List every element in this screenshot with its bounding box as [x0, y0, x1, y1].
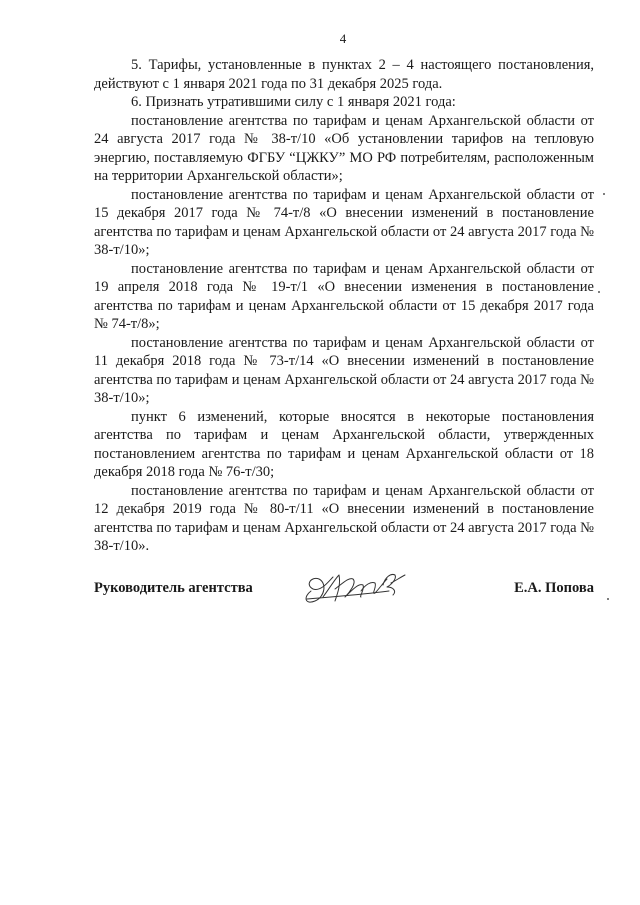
- signature-block: [94, 567, 594, 607]
- scan-speck: [603, 193, 605, 195]
- scan-speck: [607, 598, 609, 600]
- document-body: [94, 56, 594, 556]
- repealed-act-3: постановление агентства по тарифам и ценам Архангельской области от 19 апреля 2018 года № 19-т/1 «О внесении изменения в постановление агентства по тарифам и ценам Архангельской области от 15 декабря 2017 года № 74-т/8»;: [94, 260, 594, 332]
- signatory-title: Руководитель агентства: [94, 580, 253, 596]
- signatory-name: Е.А. Попова: [514, 580, 594, 596]
- repealed-act-5: пункт 6 изменений, которые вносятся в некоторые постановления агентства по тарифам и ценам Архангельской области, утвержденных постановлением агентства по тарифам и ценам Архангельской области от 18 декабря 2018 года № 76-т/30;: [94, 408, 594, 480]
- repealed-act-6: постановление агентства по тарифам и ценам Архангельской области от 12 декабря 2019 года № 80-т/11 «О внесении изменений в постановление агентства по тарифам и ценам Архангельской области от 24 августа 2017 года № 38-т/10».: [94, 482, 594, 554]
- repealed-act-4: постановление агентства по тарифам и ценам Архангельской области от 11 декабря 2018 года № 73-т/14 «О внесении изменений в постановление агентства по тарифам и ценам Архангельской области от 24 августа 2017 года № 38-т/10»;: [94, 334, 594, 406]
- scan-speck: [598, 291, 600, 293]
- handwritten-signature: [299, 567, 409, 609]
- repealed-act-1: постановление агентства по тарифам и ценам Архангельской области от 24 августа 2017 года № 38-т/10 «Об установлении тарифов на тепловую энергию, поставляемую ФГБУ “ЦЖКУ” МО РФ потребителям, расположенным на территории Архангельской области»;: [94, 112, 594, 184]
- page-number: 4: [339, 31, 347, 46]
- repealed-act-2: постановление агентства по тарифам и ценам Архангельской области от 15 декабря 2017 года № 74-т/8 «О внесении изменений в постановление агентства по тарифам и ценам Архангельской области от 24 августа 2017 года № 38-т/10»;: [94, 186, 594, 258]
- paragraph-item-5: 5. Тарифы, установленные в пунктах 2 – 4 настоящего постановления, действуют с 1 января 2021 года по 31 декабря 2025 года.: [94, 57, 594, 92]
- paragraph-item-6: 6. Признать утратившими силу с 1 января 2021 года:: [131, 94, 456, 110]
